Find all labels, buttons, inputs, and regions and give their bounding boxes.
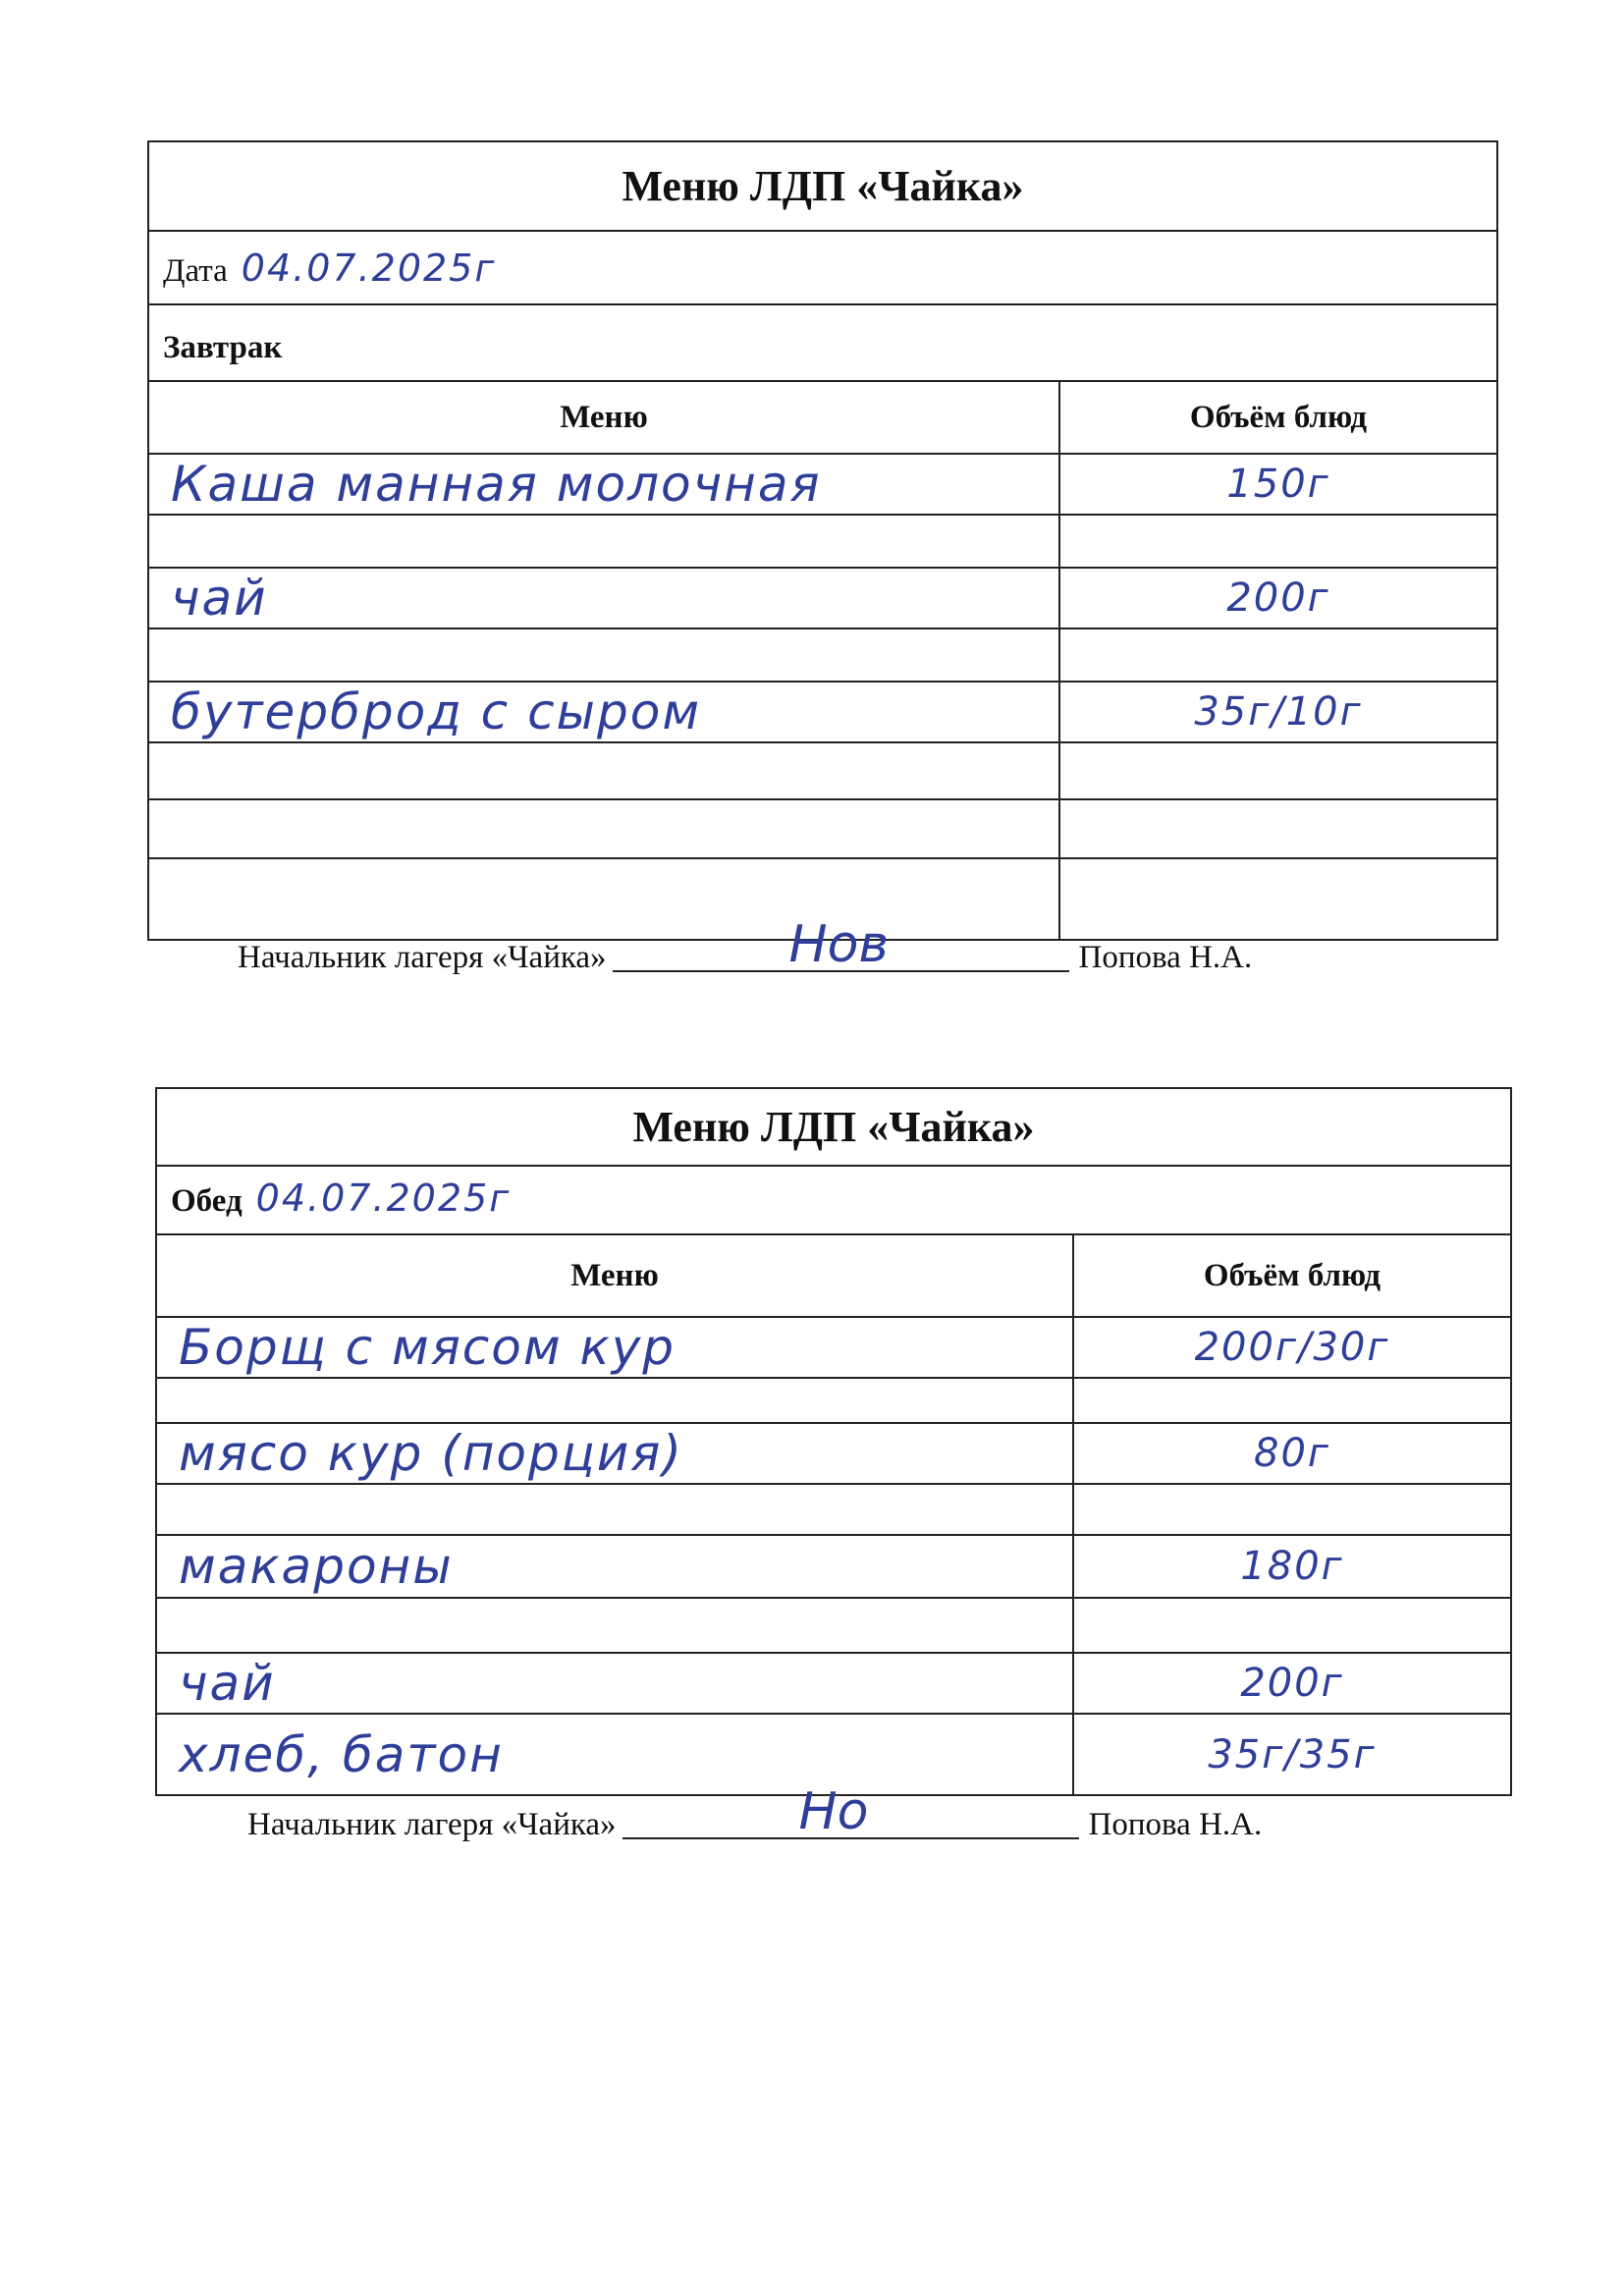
date-value: 04.07.2025г [255,1176,512,1220]
table-row [157,1378,1510,1423]
dish-cell: мясо кур (порция) [157,1423,1073,1484]
dish-cell [149,629,1059,682]
dish-cell: хлеб, батон [157,1714,1073,1794]
form-title: Меню ЛДП «Чайка» [157,1089,1510,1167]
dish-cell [149,742,1059,799]
table-row [149,515,1496,568]
date-row [157,1167,1510,1235]
signature-field [623,1782,1079,1841]
portion-cell [1073,1598,1510,1653]
table-row [149,742,1496,799]
dish-cell [149,515,1059,568]
signature-line [247,1782,1263,1843]
dish-cell: бутерброд с сыром [149,682,1059,742]
table-row [149,568,1496,629]
table-row [157,1423,1510,1484]
menu-table [149,382,1496,939]
portion-cell: 35г/10г [1059,682,1496,742]
portion-cell [1073,1378,1510,1423]
dish-cell [157,1378,1073,1423]
portion-cell: 35г/35г [1073,1714,1510,1794]
portion-cell: 200г/30г [1194,1325,1390,1370]
signature-label: Начальник лагеря «Чайка» [238,940,607,975]
dish-cell: чай [157,1653,1073,1714]
table-row [157,1484,1510,1535]
signature-field [613,915,1069,974]
portion-cell: 200г [1073,1653,1510,1714]
date-row [149,232,1496,306]
table-row [149,629,1496,682]
menu-table [157,1235,1510,1794]
dish-cell: Каша манная молочная [149,454,1059,515]
table-row [149,454,1496,515]
signatory-name: Попова Н.А. [1088,1807,1263,1842]
handwritten-signature: Нов [788,915,890,974]
dish-cell [157,1598,1073,1653]
column-header-menu: Меню [149,382,1059,454]
table-row [149,799,1496,858]
date-value: 04.07.2025г [241,246,497,291]
dish-cell [157,1484,1073,1535]
table-row [157,1653,1510,1714]
dish-cell [149,799,1059,858]
portion-cell: 200г [1059,568,1496,629]
signature-line [238,915,1253,976]
portion-cell: 180г [1073,1535,1510,1598]
signature-label: Начальник лагеря «Чайка» [247,1807,617,1842]
portion-cell [1059,742,1496,799]
portion-cell [1059,515,1496,568]
dish-cell: Борщ с мясом кур [157,1317,1073,1378]
date-label: Дата [163,253,228,290]
dish-cell: чай [149,568,1059,629]
table-row [149,682,1496,742]
table-row [157,1317,1510,1378]
portion-cell [1059,858,1496,939]
form-title: Меню ЛДП «Чайка» [149,142,1496,232]
table-row [157,1535,1510,1598]
portion-cell: 80г [1073,1423,1510,1484]
breakfast-menu-form [147,140,1498,941]
date-label: Обед [171,1183,243,1219]
column-header-volume: Объём блюд [1059,382,1496,454]
meal-label-text: Завтрак [163,330,283,365]
portion-cell [1059,799,1496,858]
column-header-menu: Меню [157,1235,1073,1317]
meal-label [149,305,1496,382]
column-header-volume: Объём блюд [1073,1235,1510,1317]
dish-cell: макароны [157,1535,1073,1598]
handwritten-signature: Но [798,1782,869,1841]
signatory-name: Попова Н.А. [1078,940,1253,975]
lunch-menu-form [155,1087,1512,1796]
portion-cell [1073,1484,1510,1535]
portion-cell [1059,629,1496,682]
table-row [157,1598,1510,1653]
dish-cell [149,858,1059,939]
portion-cell: 150г [1226,462,1330,507]
